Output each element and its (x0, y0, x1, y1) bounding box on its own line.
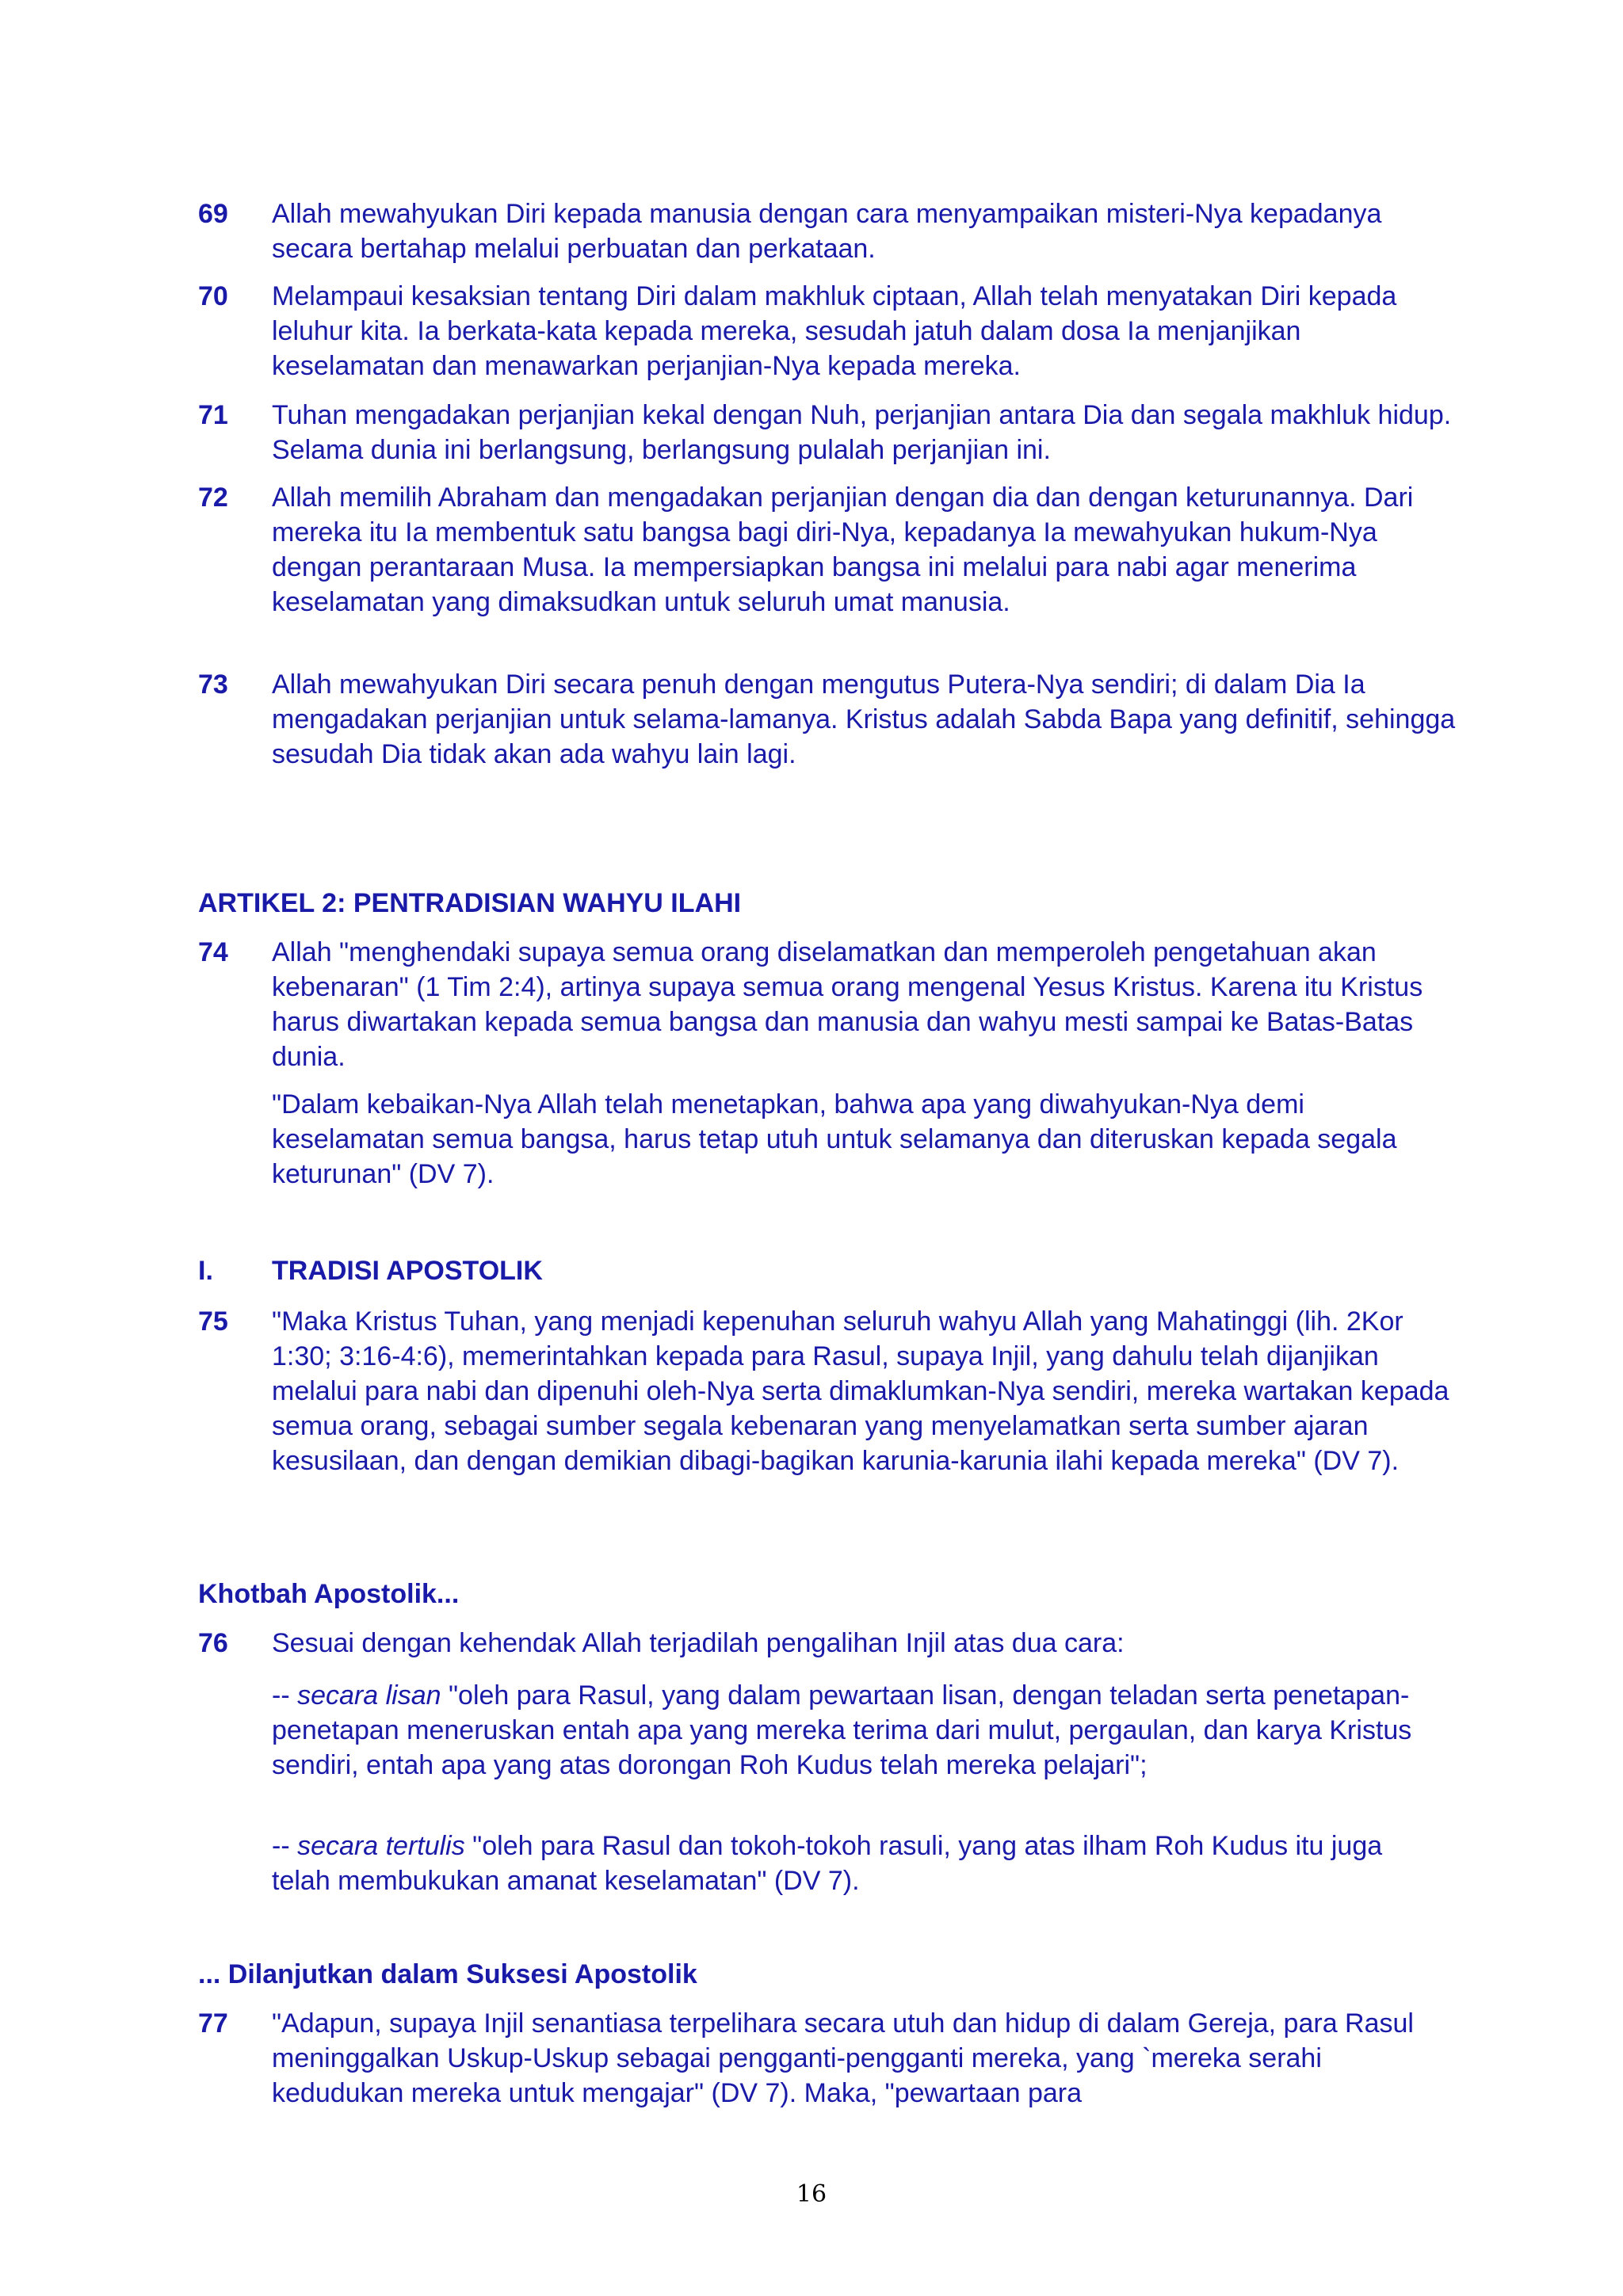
paragraph-number: 69 (198, 199, 228, 229)
paragraph-text: Allah mewahyukan Diri kepada manusia dengan cara menyampaikan misteri-Nya kepadanya secara bertahap melalui perbuatan dan perkataan. (272, 199, 1382, 264)
paragraph-text: "Maka Kristus Tuhan, yang menjadi kepenuhan seluruh wahyu Allah yang Mahatinggi (lih. 2Kor 1:30; 3:16-4:6), memerintahkan kepada para Rasul, supaya Injil, yang dahulu telah dijanjikan melalui para nabi dan dipenuhi oleh-Nya serta dimaklumkan-Nya sendiri, mereka wartakan kepada semua orang, sebagai sumber segala kebenaran yang menyelamatkan serta sumber ajaran kesusilaan, dan dengan demikian dibagi-bagikan karunia-karunia ilahi kepada mereka" (DV 7). (272, 1306, 1449, 1476)
paragraph-number: 76 (198, 1628, 228, 1658)
paragraph-number: 75 (198, 1306, 228, 1337)
paragraph-number: 77 (198, 2008, 228, 2039)
paragraph-76-oral (272, 1678, 1429, 1783)
paragraph-text: Allah "menghendaki supaya semua orang diselamatkan dan memperoleh pengetahuan akan kebenaran" (1 Tim 2:4), artinya supaya semua orang mengenal Yesus Kristus. Karena itu Kristus harus diwartakan kepada semua bangsa dan manusia dan wahyu mesti sampai ke Batas-Batas dunia. (272, 937, 1423, 1072)
paragraph-number: 74 (198, 937, 228, 967)
subsection-title: TRADISI APOSTOLIK (272, 1256, 543, 1286)
paragraph-text: "oleh para Rasul dan tokoh-tokoh rasuli, yang atas ilham Roh Kudus itu juga telah membukukan amanat keselamatan" (DV 7). (272, 1831, 1383, 1896)
subsection-number: I. (198, 1256, 213, 1286)
dash: -- (272, 1680, 298, 1711)
paragraph-text: Sesuai dengan kehendak Allah terjadilah pengalihan Injil atas dua cara: (272, 1628, 1125, 1658)
paragraph-text: Tuhan mengadakan perjanjian kekal dengan Nuh, perjanjian antara Dia dan segala makhluk hidup. Selama dunia ini berlangsung, berlangsung pulalah perjanjian ini. (272, 400, 1452, 465)
paragraph-74-quote: "Dalam kebaikan-Nya Allah telah menetapkan, bahwa apa yang diwahyukan-Nya demi keselamatan semua bangsa, harus tetap utuh untuk selamanya dan diteruskan kepada segala keturunan" (DV 7). (272, 1089, 1397, 1189)
paragraph-text: Allah memilih Abraham dan mengadakan perjanjian dengan dia dan dengan keturunannya. Dari mereka itu Ia membentuk satu bangsa bagi diri-Nya, kepadanya Ia mewahyukan hukum-Nya dengan perantaraan Musa. Ia mempersiapkan bangsa ini melalui para nabi agar menerima keselamatan yang dimaksudkan untuk seluruh umat manusia. (272, 482, 1414, 617)
dash: -- (272, 1831, 298, 1861)
italic-term: secara tertulis (297, 1831, 465, 1861)
italic-term: secara lisan (297, 1680, 441, 1711)
paragraph-text: "oleh para Rasul, yang dalam pewartaan lisan, dengan teladan serta penetapan-penetapan meneruskan entah apa yang mereka terima dari mulut, pergaulan, dan karya Kristus sendiri, entah apa yang atas dorongan Roh Kudus telah mereka pelajari"; (272, 1680, 1412, 1780)
section-heading-artikel-2: ARTIKEL 2: PENTRADISIAN WAHYU ILAHI (198, 888, 742, 918)
paragraph-text: Allah mewahyukan Diri secara penuh dengan mengutus Putera-Nya sendiri; di dalam Dia Ia mengadakan perjanjian untuk selama-lamanya. Kristus adalah Sabda Bapa yang definitif, sehingga sesudah Dia tidak akan ada wahyu lain lagi. (272, 669, 1456, 769)
subheading-khotbah-apostolik: Khotbah Apostolik... (198, 1579, 460, 1609)
paragraph-number: 73 (198, 669, 228, 700)
page-number: 16 (796, 2180, 827, 2208)
paragraph-number: 72 (198, 482, 228, 513)
paragraph-text: Melampaui kesaksian tentang Diri dalam makhluk ciptaan, Allah telah menyatakan Diri kepada leluhur kita. Ia berkata-kata kepada mereka, sesudah jatuh dalam dosa Ia menjanjikan keselamatan dan menawarkan perjanjian-Nya kepada mereka. (272, 281, 1397, 381)
paragraph-number: 71 (198, 400, 228, 430)
paragraph-76-written (272, 1829, 1429, 1898)
paragraph-text: "Adapun, supaya Injil senantiasa terpelihara secara utuh dan hidup di dalam Gereja, para Rasul meninggalkan Uskup-Uskup sebagai pengganti-pengganti mereka, yang `mereka serahi kedudukan mereka untuk mengajar" (DV 7). Maka, "pewartaan para (272, 2008, 1414, 2108)
paragraph-number: 70 (198, 281, 228, 311)
subheading-suksesi-apostolik: ... Dilanjutkan dalam Suksesi Apostolik (198, 1959, 697, 1989)
